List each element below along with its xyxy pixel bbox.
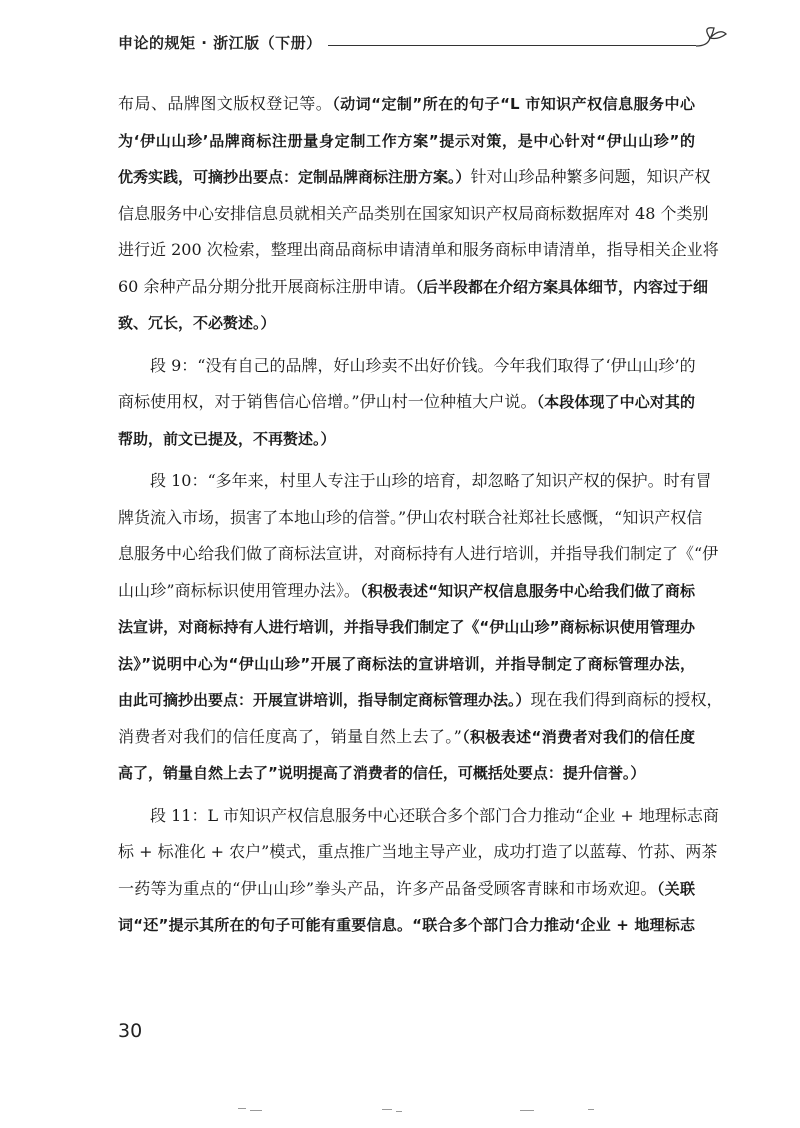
page-body [118, 86, 723, 944]
annotation-text: 优秀实践，可摘抄出要点：定制品牌商标注册方案。） [118, 168, 471, 186]
book-title: 申论的规矩 · 浙江版（下册） [118, 34, 322, 52]
annotation-text: 高了，销量自然上去了”说明提高了消费者的信任，可概括处要点：提升信誉。） [118, 764, 646, 782]
running-header [118, 32, 718, 56]
body-text: 信息服务中心安排信息员就相关产品类别在国家知识产权局商标数据库对 48 个类别 [118, 203, 709, 223]
body-text: 标 + 标准化 + 农户”模式，重点推广当地主导产业，成功打造了以蓝莓、竹荪、两茶 [118, 842, 718, 861]
text-line [118, 646, 695, 683]
body-text: 牌货流入市场，损害了本地山珍的信誉。”伊山农村联合社郑社长感慨，“知识产权信 [118, 507, 703, 527]
text-line [118, 834, 718, 871]
annotation-text: 法》”说明中心为“伊山山珍”开展了商标法的宣讲培训，并指导制定了商标管理办法， [118, 654, 695, 673]
body-text: 段 11：L 市知识产权信息服务中心还联合多个部门合力推动“企业 + 地理标志商 [150, 805, 719, 825]
body-text: 商标使用权，对于销售信心倍增。”伊山村一位种植大户说。 [118, 392, 537, 411]
text-line [118, 798, 719, 835]
text-line [118, 86, 695, 123]
text-line [118, 871, 695, 908]
body-text: 消费者对我们的信任度高了，销量自然上去了。” [118, 726, 462, 746]
text-line [118, 609, 695, 646]
page-number: 30 [118, 1020, 143, 1042]
text-line [118, 305, 695, 342]
text-line [118, 269, 708, 306]
annotation-text: 由此可摘抄出要点：开展宣讲培训，指导制定商标管理办法。） [118, 691, 531, 709]
text-line [118, 159, 711, 196]
body-text: 60 余种产品分期分批开展商标注册申请。 [118, 276, 416, 296]
body-text: 进行近 200 次检索，整理出商品商标申请清单和服务商标申请清单，指导相关企业将 [118, 240, 719, 259]
text-line [118, 907, 695, 944]
body-text: 段 9：“没有自己的品牌，好山珍卖不出好价钱。今年我们取得了‘伊山山珍’的 [150, 355, 696, 375]
annotation-text: 为‘伊山山珍’品牌商标注册量身定制工作方案”提示对策，是中心针对“伊山山珍”的 [118, 131, 695, 150]
text-line [118, 463, 712, 500]
annotation-text: 帮助，前文已提及，不再赘述。） [118, 429, 336, 448]
annotation-text: （本段体现了中心对其的 [536, 393, 695, 411]
text-line [118, 573, 695, 610]
annotation-text: 致、冗长，不必赘述。） [118, 314, 276, 332]
text-line [118, 196, 709, 233]
body-text: 针对山珍品种繁多问题，知识产权 [470, 167, 711, 186]
sprout-icon [690, 24, 730, 54]
text-line [118, 123, 695, 160]
annotation-text: （后半段都在介绍方案具体细节，内容过于细 [415, 277, 708, 296]
text-line [118, 500, 703, 537]
annotation-text: （积极表述“知识产权信息服务中心给我们做了商标 [360, 581, 695, 600]
header-rule [328, 45, 696, 46]
text-line [118, 755, 695, 792]
text-line [118, 421, 695, 458]
body-text: 一药等为重点的“伊山山珍”拳头产品，许多产品备受顾客青睐和市场欢迎。 [118, 878, 657, 898]
body-text: 布局、品牌图文版权登记等。 [118, 94, 333, 113]
annotation-text: （动词“定制”所在的句子“L 市知识产权信息服务中心 [332, 95, 695, 113]
text-line [118, 384, 695, 421]
text-line [118, 348, 695, 385]
scan-noise [0, 1100, 800, 1120]
annotation-text: 法宣讲，对商标持有人进行培训，并指导我们制定了《“伊山山珍”商标标识使用管理办 [118, 618, 695, 636]
annotation-text: （关联 [656, 879, 695, 898]
body-text: 段 10：“多年来，村里人专注于山珍的培育，却忽略了知识产权的保护。时有冒 [150, 471, 712, 490]
annotation-text: 词“还”提示其所在的句子可能有重要信息。“联合多个部门合力推动‘企业 + 地理标志 [118, 916, 695, 934]
text-line [118, 232, 719, 269]
annotation-text: （积极表述“消费者对我们的信任度 [461, 727, 695, 746]
body-text: 山山珍”商标标识使用管理办法》。 [118, 580, 361, 600]
body-text: 息服务中心给我们做了商标法宣讲，对商标持有人进行培训，并指导我们制定了《“伊 [118, 544, 719, 563]
text-line [118, 682, 723, 719]
text-line [118, 719, 695, 756]
body-text: 现在我们得到商标的授权， [530, 690, 723, 709]
text-line [118, 536, 719, 573]
